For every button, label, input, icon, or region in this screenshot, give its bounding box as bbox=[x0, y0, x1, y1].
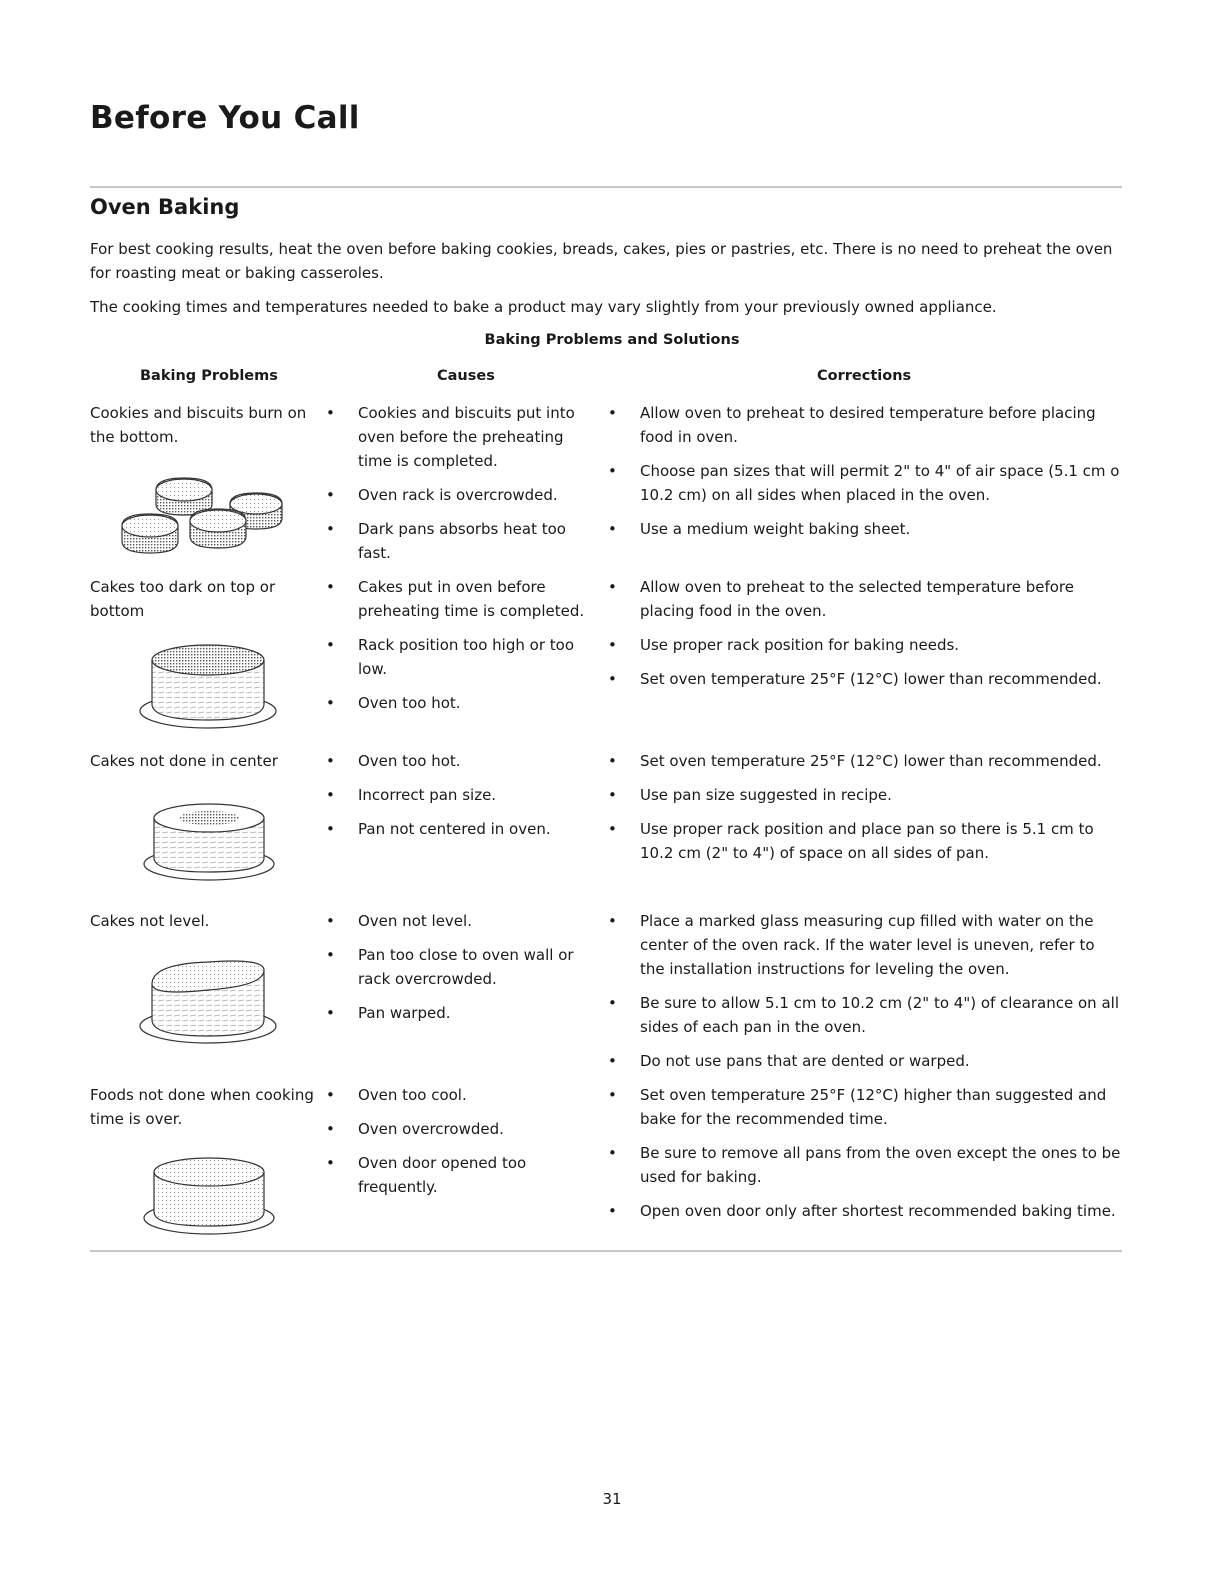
dark-cake-illustration bbox=[134, 636, 282, 734]
section-title: Oven Baking bbox=[90, 195, 240, 219]
cause-item: • Oven too hot. bbox=[326, 749, 602, 773]
uneven-cake-illustration bbox=[134, 954, 282, 1050]
page-number: 31 bbox=[602, 1490, 622, 1508]
correction-item: • Set oven temperature 25°F (12°C) lower than recommended. bbox=[608, 749, 1122, 773]
cause-item: • Oven not level. bbox=[326, 909, 602, 933]
page-title: Before You Call bbox=[90, 100, 360, 136]
correction-item: • Choose pan sizes that will permit 2" to 4" of air space (5.1 cm o 10.2 cm) on all sides when placed in the oven. bbox=[608, 459, 1122, 507]
cause-item: • Oven too cool. bbox=[326, 1083, 602, 1107]
cause-item: • Oven door opened too frequently. bbox=[326, 1151, 602, 1199]
pale-cake-illustration bbox=[138, 1152, 280, 1240]
cookies-illustration bbox=[118, 475, 290, 565]
column-header-causes: Causes bbox=[437, 368, 495, 384]
correction-item: • Use pan size suggested in recipe. bbox=[608, 783, 1122, 807]
intro-paragraph-1: For best cooking results, heat the oven before baking cookies, breads, cakes, pies or pastries, etc. There is no need to preheat the oven for roasting meat or baking casseroles. bbox=[90, 240, 1113, 282]
cake-top-shape bbox=[154, 1158, 264, 1186]
cause-item: • Oven too hot. bbox=[326, 691, 602, 715]
cause-item: • Pan warped. bbox=[326, 1001, 602, 1025]
problem-cookies-burn: Cookies and biscuits burn on the bottom. bbox=[90, 404, 307, 446]
causes-list-4 bbox=[326, 909, 602, 1035]
underdone-cake-illustration bbox=[138, 796, 280, 886]
causes-list-5 bbox=[326, 1083, 602, 1209]
problem-cakes-not-level: Cakes not level. bbox=[90, 912, 210, 930]
corrections-list-4 bbox=[608, 909, 1122, 1083]
corrections-list-1 bbox=[608, 401, 1122, 551]
correction-item: • Use proper rack position for baking needs. bbox=[608, 633, 1122, 657]
cookie-icon bbox=[190, 509, 246, 548]
problem-cakes-too-dark: Cakes too dark on top or bottom bbox=[90, 578, 276, 620]
column-header-problems: Baking Problems bbox=[140, 368, 278, 384]
cookie-icon bbox=[156, 478, 212, 515]
causes-list-2 bbox=[326, 575, 602, 725]
top-divider bbox=[90, 186, 1122, 188]
cause-item: • Pan not centered in oven. bbox=[326, 817, 602, 841]
correction-item: • Be sure to remove all pans from the oven except the ones to be used for baking. bbox=[608, 1141, 1122, 1189]
correction-item: • Allow oven to preheat to desired temperature before placing food in oven. bbox=[608, 401, 1122, 449]
intro-paragraph-2: The cooking times and temperatures needed to bake a product may vary slightly from your previously owned appliance. bbox=[90, 298, 997, 316]
correction-item: • Place a marked glass measuring cup filled with water on the center of the oven rack. If the water level is uneven, refer to the installation instructions for leveling the oven. bbox=[608, 909, 1122, 981]
corrections-list-3 bbox=[608, 749, 1122, 875]
column-header-corrections: Corrections bbox=[817, 368, 912, 384]
cookie-icon bbox=[122, 514, 178, 553]
sunken-center-shape bbox=[179, 811, 239, 825]
bottom-divider bbox=[90, 1250, 1122, 1252]
problem-foods-not-done: Foods not done when cooking time is over. bbox=[90, 1086, 314, 1128]
correction-item: • Set oven temperature 25°F (12°C) lower than recommended. bbox=[608, 667, 1122, 691]
causes-list-3 bbox=[326, 749, 602, 851]
cause-item: • Dark pans absorbs heat too fast. bbox=[326, 517, 602, 565]
correction-item: • Set oven temperature 25°F (12°C) higher than suggested and bake for the recommended time. bbox=[608, 1083, 1122, 1131]
cause-item: • Incorrect pan size. bbox=[326, 783, 602, 807]
cause-item: • Cookies and biscuits put into oven before the preheating time is completed. bbox=[326, 401, 602, 473]
cause-item: • Pan too close to oven wall or rack overcrowded. bbox=[326, 943, 602, 991]
table-title: Baking Problems and Solutions bbox=[484, 332, 740, 348]
correction-item: • Open oven door only after shortest recommended baking time. bbox=[608, 1199, 1122, 1223]
correction-item: • Be sure to allow 5.1 cm to 10.2 cm (2" to 4") of clearance on all sides of each pan in the oven. bbox=[608, 991, 1122, 1039]
correction-item: • Do not use pans that are dented or warped. bbox=[608, 1049, 1122, 1073]
correction-item: • Use proper rack position and place pan so there is 5.1 cm to 10.2 cm (2" to 4") of space on all sides of pan. bbox=[608, 817, 1122, 865]
corrections-list-2 bbox=[608, 575, 1122, 701]
cause-item: • Oven overcrowded. bbox=[326, 1117, 602, 1141]
cake-top-shape bbox=[152, 645, 264, 675]
cause-item: • Rack position too high or too low. bbox=[326, 633, 602, 681]
cause-item: • Oven rack is overcrowded. bbox=[326, 483, 602, 507]
cause-item: • Cakes put in oven before preheating time is completed. bbox=[326, 575, 602, 623]
correction-item: • Allow oven to preheat to the selected temperature before placing food in the oven. bbox=[608, 575, 1122, 623]
correction-item: • Use a medium weight baking sheet. bbox=[608, 517, 1122, 541]
causes-list-1 bbox=[326, 401, 602, 575]
corrections-list-5 bbox=[608, 1083, 1122, 1233]
problem-cakes-not-done-center: Cakes not done in center bbox=[90, 752, 278, 770]
